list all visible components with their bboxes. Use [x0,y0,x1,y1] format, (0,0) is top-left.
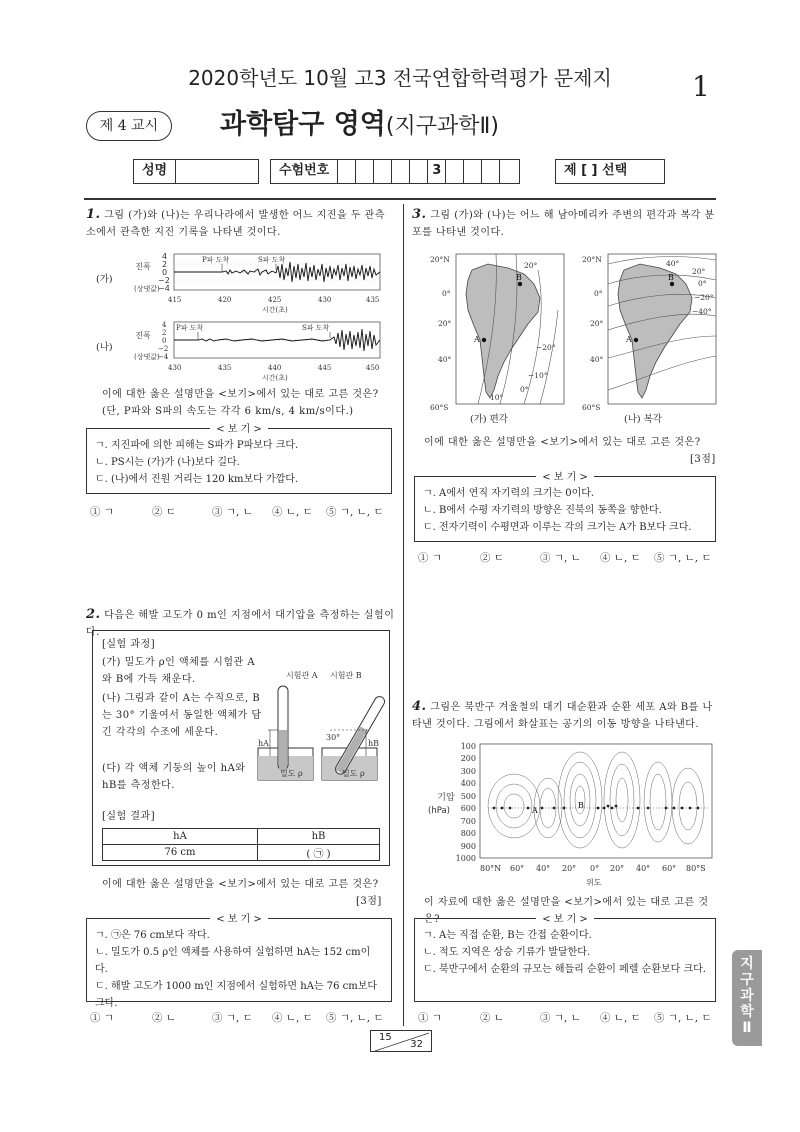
q4-question: 이 자료에 대한 옳은 설명만을 <보기>에서 있는 대로 고른 것은? [424,897,709,925]
choice-4[interactable]: ④ ㄴ, ㄷ [600,1012,641,1024]
inclination-map [580,250,720,418]
ytick: 300 [460,767,476,776]
svg-text:0°: 0° [520,385,529,394]
svg-text:−20°: −20° [536,343,556,352]
xtick: 80°N [480,864,502,873]
q2-bogi-item: ㄱ. ㉠은 76 cm보다 작다. [95,930,210,941]
svg-text:0: 0 [162,337,167,345]
col-hb: hB [258,829,380,845]
val-ha: 76 cm [103,845,258,861]
svg-text:20°: 20° [524,261,538,270]
seismogram-na [158,318,384,382]
svg-text:−4: −4 [158,353,169,361]
svg-text:10°: 10° [490,393,504,402]
result-table [102,828,380,861]
svg-text:S파 도착: S파 도착 [302,324,330,332]
cell-a-label: A [532,806,538,815]
q4-yunit: (hPa) [428,806,450,816]
choice-1[interactable]: ① ㄱ [418,1012,442,1024]
q1-stem [86,206,392,241]
q1-note: (단, P파와 S파의 속도는 각각 6 km/s, 4 km/s이다.) [102,406,354,417]
choice-4[interactable]: ④ ㄴ, ㄷ [600,552,641,564]
svg-text:4: 4 [162,321,167,329]
seismogram-ga [158,250,384,314]
svg-text:B: B [668,273,674,282]
ha-label: hA [258,739,269,748]
q2-score: [3점] [356,896,382,907]
choice-5[interactable]: ⑤ ㄱ, ㄴ, ㄷ [654,1012,712,1024]
subject-side-tab [732,950,762,1046]
ytick: 800 [460,829,476,838]
svg-text:−2: −2 [158,345,169,353]
q4-bogi-item: ㄴ. 적도 지역은 상승 기류가 발달한다. [423,947,591,958]
svg-text:시간(초): 시간(초) [262,374,288,382]
page-total: 32 [410,1039,423,1050]
ytick: −4 [158,284,170,293]
subject-choice-field[interactable] [555,159,665,184]
xtick: 60° [662,864,677,873]
ytick: 100 [460,742,476,751]
q1-bogi-item: ㄱ. 지진파에 의한 피해는 S파가 P파보다 크다. [95,440,299,451]
caption-inclination: (나) 복각 [624,414,662,425]
q1-bogi-item: ㄴ. PS시는 (가)가 (나)보다 길다. [95,457,240,468]
q3-score: [3점] [690,454,716,465]
header-rule [84,198,716,200]
ytick: 700 [460,817,476,826]
choice-3[interactable]: ③ ㄱ, ㄷ [212,1012,253,1024]
subject-title [220,102,499,141]
q2-bogi-item: ㄷ. 해발 고도가 1000 m인 지점에서 실험하면 hA는 76 cm보다 크다. [95,981,378,1009]
ytick: 900 [460,842,476,851]
svg-text:445: 445 [318,364,332,372]
declination-map [428,250,568,418]
svg-text:P파 도착: P파 도착 [176,324,204,332]
choice-5[interactable]: ⑤ ㄱ, ㄴ, ㄷ [326,1012,384,1024]
name-label: 성명 [134,160,176,183]
choice-1[interactable]: ① ㄱ [90,506,114,518]
x-axis-label: 시간(초) [262,306,288,314]
choice-2[interactable]: ② ㄷ [152,506,176,518]
tube-b-label: 시험관 B [330,671,362,680]
xtick: 40° [536,864,551,873]
xtick: 80°S [686,864,706,873]
ytick: 200 [460,754,476,763]
svg-text:0°: 0° [698,279,707,288]
choice-2[interactable]: ② ㄴ [152,1012,176,1024]
choice-3[interactable]: ③ ㄱ, ㄴ [540,552,581,564]
point-a: A [474,335,480,344]
svg-text:−40°: −40° [692,307,712,316]
q4-xlabel: 위도 [586,878,602,887]
svg-text:450: 450 [366,364,380,372]
tube-a-label: 시험관 A [286,671,318,680]
q3-number: 3. [412,207,427,222]
q2-step-na: (나) 그림과 같이 A는 수직으로, B는 30° 기울여서 동일한 액체가 담긴 각각의 수조에 세운다. [102,693,262,738]
ytick: 600 [460,804,476,813]
ytick: 2 [162,260,168,269]
cell-b-label: B [578,801,584,810]
caption-declination: (가) 편각 [470,414,508,425]
q2-number: 2. [86,607,101,622]
lat-label: 40° [438,355,452,364]
q2-result-title: [실험 결과] [102,811,156,822]
q1-amp-unit-ga: (상댓값) [134,285,160,293]
q3-bogi-item: ㄴ. B에서 수평 자기력의 방향은 진북의 동쪽을 향한다. [423,505,662,516]
q3-stem [412,206,718,241]
q3-bogi-item: ㄷ. 전자기력이 수평면과 이루는 각의 크기는 A가 B보다 크다. [423,522,692,533]
choice-4[interactable]: ④ ㄴ, ㄷ [272,506,313,518]
q4-choices [418,1010,718,1025]
svg-text:440: 440 [268,364,282,372]
q3-question: 이에 대한 옳은 설명만을 <보기>에서 있는 대로 고른 것은? [424,437,701,448]
subject-sub: (지구과학Ⅱ) [385,114,499,139]
p-arrival-label: P파 도착 [202,256,230,264]
s-arrival-label: S파 도착 [258,256,286,264]
q2-proc-title: [실험 과정] [102,639,156,650]
page-number: 1 [692,70,710,103]
q1-bogi-item: ㄷ. (나)에서 진원 거리는 120 km보다 가깝다. [95,474,299,485]
density-b: 밀도 ρ [342,769,365,778]
xtick: 20° [562,864,577,873]
q2-bogi-item: ㄴ. 밀도가 0.5 ρ인 액체를 사용하여 실험하면 hA는 152 cm이다. [95,947,371,975]
lat-label: 0° [442,289,451,298]
svg-text:60°S: 60°S [582,403,601,412]
q4-ylabel: 기압 [437,793,455,803]
subject-choice-label: 제 [ ] 선택 [564,163,628,178]
side-tab-label: 지구과학Ⅱ [740,956,754,1036]
q3-text: 그림 (가)와 (나)는 어느 해 남아메리카 주변의 편각과 복각 분포를 나타낸 것이다. [412,210,715,238]
q4-stem [412,698,718,733]
q4-text: 그림은 북반구 겨울철의 대기 대순환과 순환 세포 A와 B를 나타낸 것이다. 그림에서 화살표는 공기의 이동 방향을 나타낸다. [412,702,713,730]
svg-text:40°: 40° [590,355,604,364]
xtick: 40° [636,864,651,873]
lat-label: 20° [438,319,452,328]
q1-bogi-box [86,424,392,494]
svg-text:−10°: −10° [528,371,548,380]
q1-amp-label-na: 진폭 [135,331,151,340]
q1-label-na: (나) [96,342,113,353]
q4-bogi-box: < 보 기 > ㄱ. A는 직접 순환, B는 간접 순환이다. ㄴ. 적도 지역은 상승 기류가 발달한다. ㄷ. 북반구에서 순환의 규모는 해들리 순환이 페렐 순환보다 크다. [414,918,716,1002]
angle-label: 30° [326,733,341,742]
bogi-title: < 보 기 > [210,424,268,435]
exam-title: 2020학년도 10월 고3 전국연합학력평가 문제지 [188,66,612,90]
q2-text: 다음은 해발 고도가 0 m인 지점에서 대기압을 측정하는 실험이다. [86,610,395,638]
val-hb: ( ㉠ ) [258,845,380,861]
ytick: 500 [460,792,476,801]
page-current: 15 [379,1032,392,1043]
q1-amp-unit-na: (상댓값) [134,353,160,361]
q4-bogi-item: ㄱ. A는 직접 순환, B는 간접 순환이다. [423,930,592,941]
col-ha: hA [103,829,258,845]
q2-step-da: (다) 각 액체 기둥의 높이 hA와 hB를 측정한다. [102,763,246,791]
lat-label: 60°S [430,403,449,412]
xtick: 20° [610,864,625,873]
q1-label-ga: (가) [96,274,113,285]
q1-number: 1. [86,207,101,222]
choice-3[interactable]: ③ ㄱ, ㄴ [212,506,253,518]
exam-number-label: 수험번호 [271,160,338,183]
q2-choices [90,1010,390,1025]
choice-1[interactable]: ① ㄱ [90,1012,114,1024]
ytick: 4 [162,252,168,261]
choice-3[interactable]: ③ ㄱ, ㄴ [540,1012,581,1024]
q1-question: 이에 대한 옳은 설명만을 <보기>에서 있는 대로 고른 것은? [102,389,379,400]
choice-4[interactable]: ④ ㄴ, ㄷ [272,1012,313,1024]
q3-choices [418,550,718,565]
q4-number: 4. [412,699,427,714]
xtick: 0° [590,864,600,873]
xtick: 425 [268,296,282,304]
ytick: 1000 [455,854,476,863]
page-counter [370,1030,432,1052]
q1-amp-label-ga: 진폭 [135,262,151,271]
period-badge: 제 4 교시 [86,111,172,141]
tube-diagram [250,660,385,790]
column-divider [403,204,404,1026]
svg-text:435: 435 [218,364,232,372]
svg-text:2: 2 [162,329,167,337]
svg-text:40°: 40° [666,259,680,268]
svg-text:A: A [626,335,632,344]
subject-main: 과학탐구 영역 [220,109,386,140]
svg-text:−20°: −20° [694,293,714,302]
circulation-diagram [452,740,718,890]
q2-step-ga: (가) 밀도가 ρ인 액체를 시험관 A와 B에 가득 채운다. [102,657,256,685]
svg-text:0°: 0° [594,289,603,298]
choice-5[interactable]: ⑤ ㄱ, ㄴ, ㄷ [326,506,384,518]
choice-5[interactable]: ⑤ ㄱ, ㄴ, ㄷ [654,552,712,564]
q1-choices [90,504,390,519]
hb-label: hB [368,739,380,748]
choice-1[interactable]: ① ㄱ [418,552,442,564]
point-b: B [516,273,522,282]
choice-2[interactable]: ② ㄷ [480,552,504,564]
xtick: 420 [218,296,232,304]
choice-2[interactable]: ② ㄴ [480,1012,504,1024]
q1-text: 그림 (가)와 (나)는 우리나라에서 발생한 어느 지진을 두 관측소에서 관측한 지진 기록을 나타낸 것이다. [86,210,385,238]
ytick: 0 [162,268,168,277]
q3-bogi-box: < 보 기 > ㄱ. A에서 연직 자기력의 크기는 0이다. ㄴ. B에서 수평 자기력의 방향은 진북의 동쪽을 향한다. ㄷ. 전자기력이 수평면과 이루는 각의 크기는 A가 B보다 크다. [414,476,716,542]
name-field[interactable] [133,159,259,184]
exam-number-field[interactable] [270,159,520,184]
lat-label: 20°N [430,255,450,264]
q4-bogi-item: ㄷ. 북반구에서 순환의 규모는 해들리 순환이 페렐 순환보다 크다. [423,964,706,975]
xtick: 435 [366,296,380,304]
q2-bogi-box: < 보 기 > ㄱ. ㉠은 76 cm보다 작다. ㄴ. 밀도가 0.5 ρ인 액체를 사용하여 실험하면 hA는 152 cm이다. ㄷ. 해발 고도가 1000 m인 지점에서 실험하면 hA는 76 cm보다 크다. [86,918,392,1002]
density-a: 밀도 ρ [280,769,303,778]
svg-text:430: 430 [168,364,182,372]
ytick: −2 [158,276,170,285]
xtick: 60° [510,864,525,873]
exam-number-digit: 3 [428,160,446,183]
svg-text:20°: 20° [692,267,706,276]
q3-bogi-item: ㄱ. A에서 연직 자기력의 크기는 0이다. [423,488,595,499]
svg-text:20°N: 20°N [582,255,602,264]
svg-text:20°: 20° [590,319,604,328]
xtick: 415 [168,296,182,304]
xtick: 430 [318,296,332,304]
q2-question: 이에 대한 옳은 설명만을 <보기>에서 있는 대로 고른 것은? [102,879,379,890]
ytick: 400 [460,779,476,788]
